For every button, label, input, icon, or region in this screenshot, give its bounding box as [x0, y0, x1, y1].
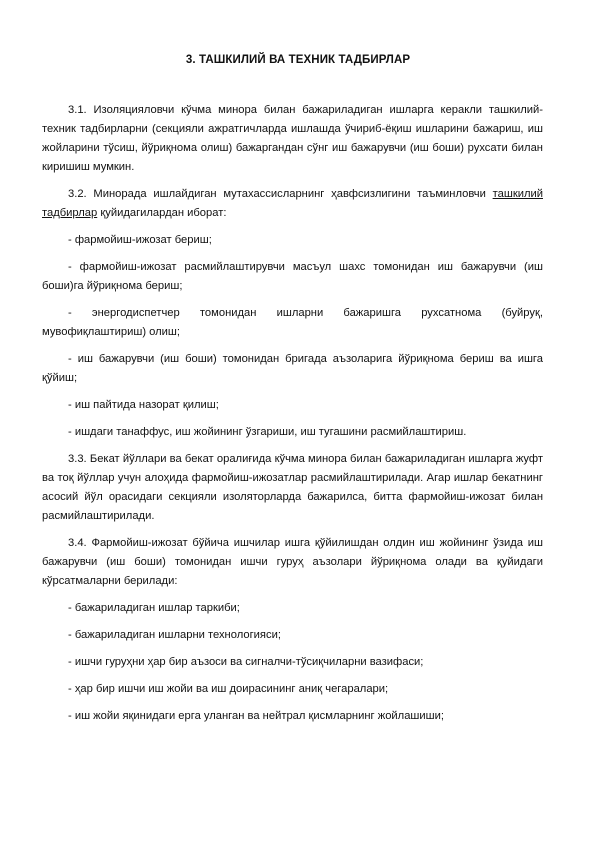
list-item-work-scope: - бажариладиган ишлар таркиби;: [68, 602, 240, 614]
list-item-team-briefing: - иш бажарувчи (иш боши) томонидан бригада аъзоларига йўриқнома бериш ва ишга қўйиш;: [42, 353, 543, 384]
section-title: 3. ТАШКИЛИЙ ВА ТЕХНИК ТАДБИРЛАР: [185, 54, 411, 66]
list-item-work-boundaries: - ҳар бир ишчи иш жойи ва иш доирасининг аниқ чегаралари;: [68, 683, 389, 695]
paragraph-3-2: [42, 185, 543, 223]
list-item-permit: - фармойиш-ижозат бериш;: [68, 234, 212, 246]
paragraph-3-3: 3.3. Бекат йўллари ва бекат оралиғида кўчма минора билан бажариладиган ишларга жуфт ва тоқ йўллар учун алоҳида фармойиш-ижозатлар расмийлаштирилади. Агар ишлар бекатнинг асосий йўл орасидаги секцияли изоляторларда бажарилса, битта фармойиш-ижозат билан расмийлаштирилади.: [42, 453, 543, 522]
list-item-dispatcher-permission: - энергодиспетчер томонидан ишларни бажаришга рухсатнома (буйруқ, мувофиқлаштириш) олиш;: [42, 307, 543, 338]
list-item-work-technology: - бажариладиган ишларни технологияси;: [68, 629, 281, 641]
paragraph-3-2-text-end: қуйидагилардан иборат:: [97, 207, 227, 219]
document-body: [42, 101, 543, 734]
list-item-supervision: - иш пайтида назорат қилиш;: [68, 399, 219, 411]
list-item-briefing-foreman: - фармойиш-ижозат расмийлаштирувчи масъул шахс томонидан иш бажарувчи (иш боши)га йўриқнома бериш;: [42, 261, 543, 292]
list-item-team-duties: - ишчи гуруҳни ҳар бир аъзоси ва сигналчи-тўсиқчиларни вазифаси;: [68, 656, 424, 668]
paragraph-3-1: 3.1. Изоляцияловчи кўчма минора билан бажариладиган ишларга керакли ташкилий-техник тадбирларни (секцияли ажратгичларда ишлашда ўчириб-ёқиш ишларини бажариш, иш жойларини тўсиш, йўриқнома олиш) бажаргандан сўнг иш бажарувчи (иш боши) рухсати билан киришиш мумкин.: [42, 104, 543, 173]
paragraph-3-4: 3.4. Фармойиш-ижозат бўйича ишчилар ишга қўйилишдан олдин иш жойининг ўзида иш бажарувчи (иш боши) томонидан ишчи гуруҳ аъзолари йўриқнома олади ва қуйидаги кўрсатмаларни берилади:: [42, 537, 543, 587]
list-item-break-registration: - ишдаги танаффус, иш жойининг ўзгариши, иш тугашини расмийлаштириш.: [68, 426, 467, 438]
paragraph-3-2-text-start: 3.2. Минорада ишлайдиган мутахассисларнинг ҳавфсизлигини таъминловчи: [68, 188, 493, 200]
underlined-term: ташкилий тадбирлар: [42, 188, 543, 219]
list-item-grounded-parts: - иш жойи яқинидаги ерга уланган ва нейтрал қисмларнинг жойлашиши;: [68, 710, 444, 722]
